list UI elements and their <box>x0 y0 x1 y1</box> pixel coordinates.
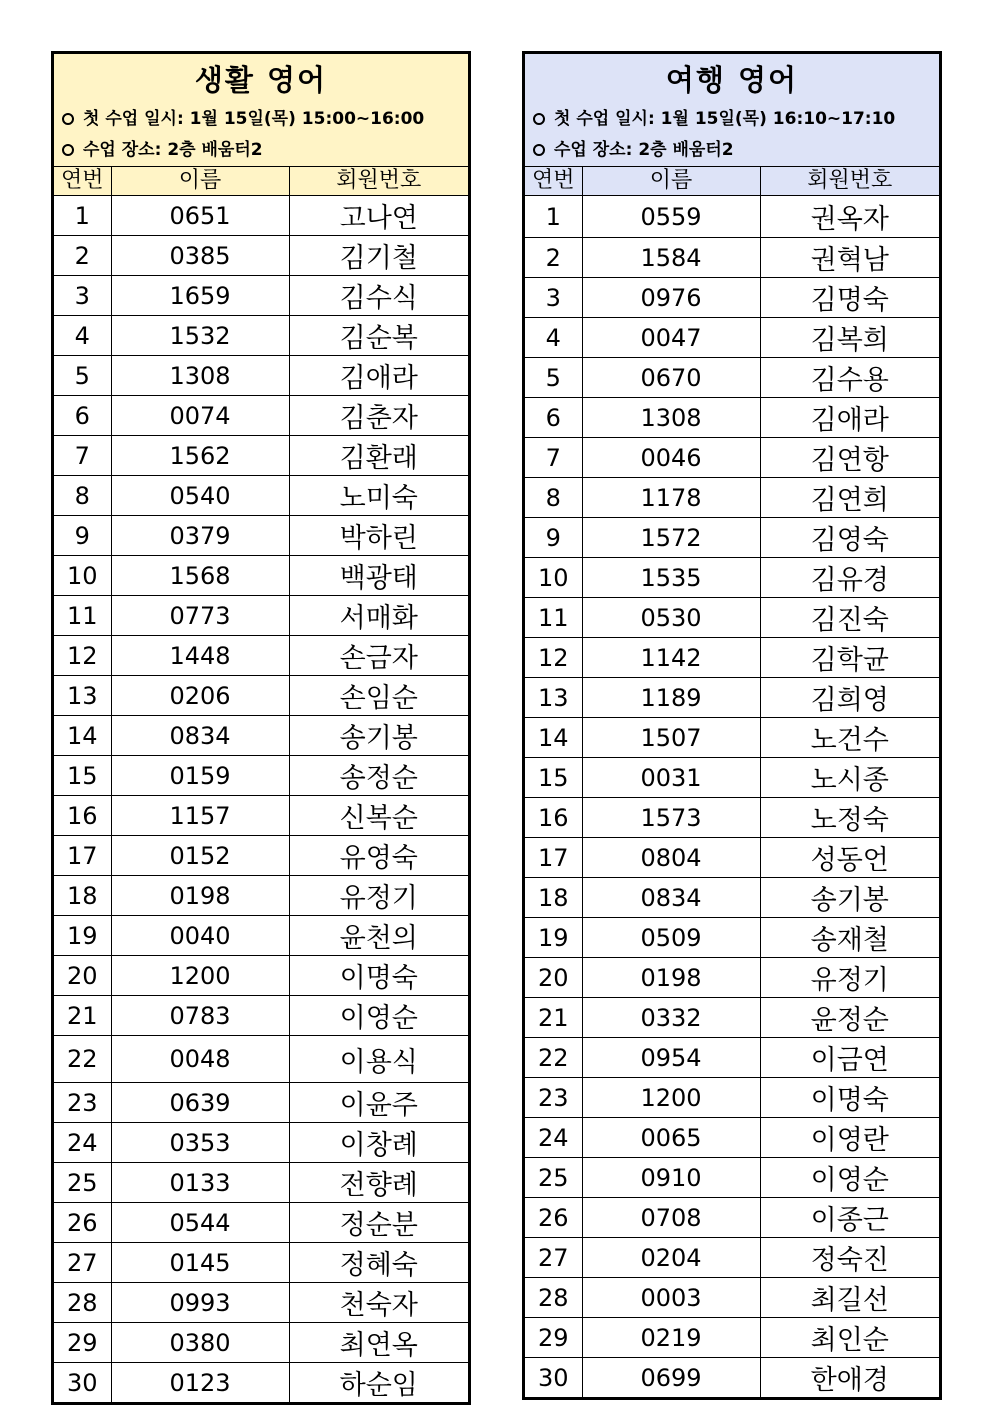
table-row <box>54 516 468 556</box>
table-title: 생활 영어 <box>194 63 328 97</box>
cell-number: 23 <box>54 1083 111 1123</box>
column-header-member-id: 회원번호 <box>289 167 468 196</box>
cell-name: 0804 <box>582 838 760 878</box>
table-row <box>525 1318 939 1358</box>
cell-member-id: 이창례 <box>289 1123 468 1163</box>
cell-name: 0509 <box>582 918 760 958</box>
cell-name: 0047 <box>582 318 760 358</box>
cell-name: 0834 <box>111 716 289 756</box>
table-header-block <box>525 54 939 167</box>
cell-member-id: 김복희 <box>760 318 939 358</box>
table-row <box>525 958 939 998</box>
cell-member-id: 노시종 <box>760 758 939 798</box>
cell-member-id: 유영숙 <box>289 836 468 876</box>
cell-number: 12 <box>54 636 111 676</box>
cell-name: 0046 <box>582 438 760 478</box>
roster-table <box>54 167 468 1402</box>
first-class-text: 첫 수업 일시: 1월 15일(목) 16:10~17:10 <box>554 109 896 129</box>
cell-name: 0198 <box>582 958 760 998</box>
cell-member-id: 정순분 <box>289 1203 468 1243</box>
table-row <box>54 316 468 356</box>
cell-member-id: 김춘자 <box>289 396 468 436</box>
column-header-row <box>525 167 939 196</box>
circle-bullet-icon <box>533 113 545 125</box>
cell-member-id: 손임순 <box>289 676 468 716</box>
table-row <box>525 1238 939 1278</box>
table-row <box>525 918 939 958</box>
column-header-number: 연번 <box>525 167 582 196</box>
cell-member-id: 김기철 <box>289 236 468 276</box>
cell-name: 0040 <box>111 916 289 956</box>
cell-member-id: 이종근 <box>760 1198 939 1238</box>
table-row <box>525 638 939 678</box>
cell-name: 0976 <box>582 278 760 318</box>
cell-number: 10 <box>525 558 582 598</box>
table-row <box>54 1036 468 1083</box>
cell-number: 2 <box>54 236 111 276</box>
cell-member-id: 백광태 <box>289 556 468 596</box>
cell-member-id: 송정순 <box>289 756 468 796</box>
cell-member-id: 정혜숙 <box>289 1243 468 1283</box>
table-row <box>525 1038 939 1078</box>
table-row <box>525 878 939 918</box>
table-row <box>525 758 939 798</box>
cell-number: 18 <box>54 876 111 916</box>
table-row <box>525 398 939 438</box>
cell-name: 1200 <box>582 1078 760 1118</box>
cell-name: 0031 <box>582 758 760 798</box>
cell-member-id: 김학균 <box>760 638 939 678</box>
cell-name: 1562 <box>111 436 289 476</box>
cell-number: 6 <box>54 396 111 436</box>
cell-number: 16 <box>54 796 111 836</box>
cell-number: 28 <box>54 1283 111 1323</box>
table-row <box>525 1158 939 1198</box>
table-row <box>54 796 468 836</box>
roster-table <box>525 167 939 1397</box>
table-row <box>54 1243 468 1283</box>
column-header-name: 이름 <box>582 167 760 196</box>
table-row <box>54 756 468 796</box>
cell-number: 8 <box>525 478 582 518</box>
table-row <box>525 998 939 1038</box>
cell-number: 19 <box>525 918 582 958</box>
table-row <box>525 518 939 558</box>
cell-member-id: 정숙진 <box>760 1238 939 1278</box>
cell-member-id: 김연희 <box>760 478 939 518</box>
cell-name: 0145 <box>111 1243 289 1283</box>
cell-number: 14 <box>525 718 582 758</box>
cell-member-id: 이용식 <box>289 1036 468 1083</box>
table-row <box>54 276 468 316</box>
table-row <box>525 1118 939 1158</box>
cell-number: 23 <box>525 1078 582 1118</box>
cell-number: 13 <box>54 676 111 716</box>
cell-name: 0380 <box>111 1323 289 1363</box>
cell-member-id: 김희영 <box>760 678 939 718</box>
cell-number: 29 <box>525 1318 582 1358</box>
column-header-member-id: 회원번호 <box>760 167 939 196</box>
cell-number: 8 <box>54 476 111 516</box>
cell-member-id: 유정기 <box>289 876 468 916</box>
cell-name: 0204 <box>582 1238 760 1278</box>
location-text: 수업 장소: 2층 배움터2 <box>554 140 734 160</box>
first-class-info <box>525 104 939 135</box>
table-row <box>54 436 468 476</box>
cell-number: 9 <box>54 516 111 556</box>
cell-member-id: 노건수 <box>760 718 939 758</box>
cell-number: 21 <box>54 996 111 1036</box>
cell-name: 0353 <box>111 1123 289 1163</box>
cell-member-id: 송기봉 <box>760 878 939 918</box>
cell-name: 0783 <box>111 996 289 1036</box>
roster-body <box>54 196 468 1403</box>
cell-name: 1157 <box>111 796 289 836</box>
cell-member-id: 김순복 <box>289 316 468 356</box>
cell-name: 0074 <box>111 396 289 436</box>
cell-number: 27 <box>54 1243 111 1283</box>
cell-member-id: 김환래 <box>289 436 468 476</box>
cell-name: 0910 <box>582 1158 760 1198</box>
table-row <box>525 478 939 518</box>
cell-name: 0133 <box>111 1163 289 1203</box>
cell-name: 1507 <box>582 718 760 758</box>
cell-member-id: 김명숙 <box>760 278 939 318</box>
table-row <box>525 678 939 718</box>
cell-number: 25 <box>54 1163 111 1203</box>
table-row <box>54 876 468 916</box>
cell-number: 3 <box>525 278 582 318</box>
cell-name: 0206 <box>111 676 289 716</box>
cell-name: 0670 <box>582 358 760 398</box>
cell-number: 18 <box>525 878 582 918</box>
cell-number: 30 <box>525 1358 582 1398</box>
cell-member-id: 김진숙 <box>760 598 939 638</box>
table-row <box>525 278 939 318</box>
cell-member-id: 권옥자 <box>760 196 939 238</box>
table-travel-english <box>522 51 942 1400</box>
cell-number: 21 <box>525 998 582 1038</box>
cell-member-id: 이윤주 <box>289 1083 468 1123</box>
table-row <box>54 476 468 516</box>
cell-name: 1572 <box>582 518 760 558</box>
table-header-block <box>54 54 468 167</box>
cell-number: 20 <box>525 958 582 998</box>
table-row <box>525 318 939 358</box>
table-row <box>525 558 939 598</box>
cell-number: 5 <box>525 358 582 398</box>
cell-number: 13 <box>525 678 582 718</box>
table-row <box>54 356 468 396</box>
cell-member-id: 권혁남 <box>760 238 939 278</box>
cell-name: 0332 <box>582 998 760 1038</box>
cell-number: 28 <box>525 1278 582 1318</box>
table-row <box>525 238 939 278</box>
cell-number: 14 <box>54 716 111 756</box>
table-row <box>525 1278 939 1318</box>
cell-member-id: 노미숙 <box>289 476 468 516</box>
cell-number: 15 <box>525 758 582 798</box>
table-row <box>525 1358 939 1398</box>
cell-number: 2 <box>525 238 582 278</box>
cell-name: 1568 <box>111 556 289 596</box>
cell-member-id: 이영순 <box>760 1158 939 1198</box>
first-class-info <box>54 104 468 135</box>
column-header-name: 이름 <box>111 167 289 196</box>
cell-name: 0379 <box>111 516 289 556</box>
cell-number: 7 <box>54 436 111 476</box>
cell-name: 1659 <box>111 276 289 316</box>
cell-number: 29 <box>54 1323 111 1363</box>
table-row <box>54 196 468 236</box>
cell-number: 24 <box>54 1123 111 1163</box>
cell-name: 0699 <box>582 1358 760 1398</box>
cell-name: 0639 <box>111 1083 289 1123</box>
cell-name: 0651 <box>111 196 289 236</box>
cell-member-id: 이영란 <box>760 1118 939 1158</box>
table-row <box>54 716 468 756</box>
cell-name: 1573 <box>582 798 760 838</box>
cell-name: 0048 <box>111 1036 289 1083</box>
cell-name: 1532 <box>111 316 289 356</box>
cell-member-id: 최연옥 <box>289 1323 468 1363</box>
first-class-text: 첫 수업 일시: 1월 15일(목) 15:00~16:00 <box>83 109 425 129</box>
cell-member-id: 김영숙 <box>760 518 939 558</box>
cell-name: 0003 <box>582 1278 760 1318</box>
table-row <box>54 956 468 996</box>
table-row <box>525 718 939 758</box>
table-row <box>525 838 939 878</box>
cell-name: 0544 <box>111 1203 289 1243</box>
cell-name: 1200 <box>111 956 289 996</box>
cell-number: 3 <box>54 276 111 316</box>
table-row <box>54 236 468 276</box>
cell-member-id: 손금자 <box>289 636 468 676</box>
cell-member-id: 서매화 <box>289 596 468 636</box>
table-row <box>54 1123 468 1163</box>
cell-number: 15 <box>54 756 111 796</box>
cell-name: 1448 <box>111 636 289 676</box>
cell-member-id: 하순임 <box>289 1363 468 1403</box>
cell-name: 0708 <box>582 1198 760 1238</box>
cell-name: 0065 <box>582 1118 760 1158</box>
cell-member-id: 박하린 <box>289 516 468 556</box>
cell-member-id: 송재철 <box>760 918 939 958</box>
cell-number: 7 <box>525 438 582 478</box>
cell-member-id: 김수용 <box>760 358 939 398</box>
cell-member-id: 이영순 <box>289 996 468 1036</box>
table-row <box>54 396 468 436</box>
cell-member-id: 윤정순 <box>760 998 939 1038</box>
cell-number: 11 <box>54 596 111 636</box>
roster-body <box>525 196 939 1398</box>
circle-bullet-icon <box>62 144 74 156</box>
cell-member-id: 유정기 <box>760 958 939 998</box>
table-row <box>525 438 939 478</box>
cell-number: 27 <box>525 1238 582 1278</box>
cell-name: 0993 <box>111 1283 289 1323</box>
cell-name: 0530 <box>582 598 760 638</box>
cell-member-id: 윤천의 <box>289 916 468 956</box>
location-text: 수업 장소: 2층 배움터2 <box>83 140 263 160</box>
cell-name: 1142 <box>582 638 760 678</box>
cell-name: 1535 <box>582 558 760 598</box>
table-title: 여행 영어 <box>665 63 799 97</box>
cell-number: 12 <box>525 638 582 678</box>
cell-member-id: 고나연 <box>289 196 468 236</box>
table-row <box>525 798 939 838</box>
cell-member-id: 김연항 <box>760 438 939 478</box>
cell-number: 22 <box>54 1036 111 1083</box>
table-row <box>54 556 468 596</box>
table-row <box>525 196 939 238</box>
cell-member-id: 한애경 <box>760 1358 939 1398</box>
cell-number: 10 <box>54 556 111 596</box>
cell-number: 22 <box>525 1038 582 1078</box>
cell-member-id: 천숙자 <box>289 1283 468 1323</box>
cell-number: 11 <box>525 598 582 638</box>
cell-number: 24 <box>525 1118 582 1158</box>
cell-name: 1308 <box>582 398 760 438</box>
table-row <box>54 1323 468 1363</box>
cell-number: 26 <box>54 1203 111 1243</box>
table-row <box>54 1363 468 1403</box>
cell-number: 25 <box>525 1158 582 1198</box>
cell-member-id: 전향례 <box>289 1163 468 1203</box>
table-row <box>54 916 468 956</box>
location-info <box>54 135 468 166</box>
table-row <box>54 836 468 876</box>
cell-name: 0540 <box>111 476 289 516</box>
cell-member-id: 최길선 <box>760 1278 939 1318</box>
cell-number: 20 <box>54 956 111 996</box>
cell-member-id: 이명숙 <box>289 956 468 996</box>
table-row <box>54 636 468 676</box>
table-row <box>54 596 468 636</box>
cell-number: 17 <box>525 838 582 878</box>
cell-name: 0159 <box>111 756 289 796</box>
table-row <box>54 1283 468 1323</box>
cell-member-id: 최인순 <box>760 1318 939 1358</box>
location-info <box>525 135 939 166</box>
cell-number: 5 <box>54 356 111 396</box>
cell-number: 4 <box>54 316 111 356</box>
cell-member-id: 노정숙 <box>760 798 939 838</box>
cell-member-id: 김수식 <box>289 276 468 316</box>
table-row <box>525 598 939 638</box>
cell-number: 30 <box>54 1363 111 1403</box>
circle-bullet-icon <box>62 113 74 125</box>
table-row <box>54 996 468 1036</box>
cell-name: 0123 <box>111 1363 289 1403</box>
cell-name: 0385 <box>111 236 289 276</box>
cell-number: 4 <box>525 318 582 358</box>
table-living-english <box>51 51 471 1405</box>
table-row <box>54 676 468 716</box>
cell-member-id: 김유경 <box>760 558 939 598</box>
cell-member-id: 김애라 <box>760 398 939 438</box>
cell-name: 0773 <box>111 596 289 636</box>
cell-name: 1584 <box>582 238 760 278</box>
cell-member-id: 이명숙 <box>760 1078 939 1118</box>
cell-member-id: 송기봉 <box>289 716 468 756</box>
cell-name: 0834 <box>582 878 760 918</box>
cell-name: 0152 <box>111 836 289 876</box>
cell-name: 0954 <box>582 1038 760 1078</box>
cell-number: 17 <box>54 836 111 876</box>
table-row <box>525 358 939 398</box>
cell-number: 9 <box>525 518 582 558</box>
column-header-row <box>54 167 468 196</box>
cell-number: 1 <box>525 196 582 238</box>
cell-member-id: 김애라 <box>289 356 468 396</box>
table-row <box>54 1163 468 1203</box>
cell-number: 16 <box>525 798 582 838</box>
cell-number: 6 <box>525 398 582 438</box>
cell-number: 19 <box>54 916 111 956</box>
cell-member-id: 이금연 <box>760 1038 939 1078</box>
column-header-number: 연번 <box>54 167 111 196</box>
table-row <box>525 1198 939 1238</box>
cell-number: 1 <box>54 196 111 236</box>
cell-name: 1308 <box>111 356 289 396</box>
circle-bullet-icon <box>533 144 545 156</box>
cell-number: 26 <box>525 1198 582 1238</box>
cell-name: 1189 <box>582 678 760 718</box>
cell-name: 0219 <box>582 1318 760 1358</box>
table-row <box>54 1083 468 1123</box>
table-row <box>525 1078 939 1118</box>
cell-name: 0559 <box>582 196 760 238</box>
cell-member-id: 성동언 <box>760 838 939 878</box>
table-row <box>54 1203 468 1243</box>
cell-name: 0198 <box>111 876 289 916</box>
cell-name: 1178 <box>582 478 760 518</box>
cell-member-id: 신복순 <box>289 796 468 836</box>
